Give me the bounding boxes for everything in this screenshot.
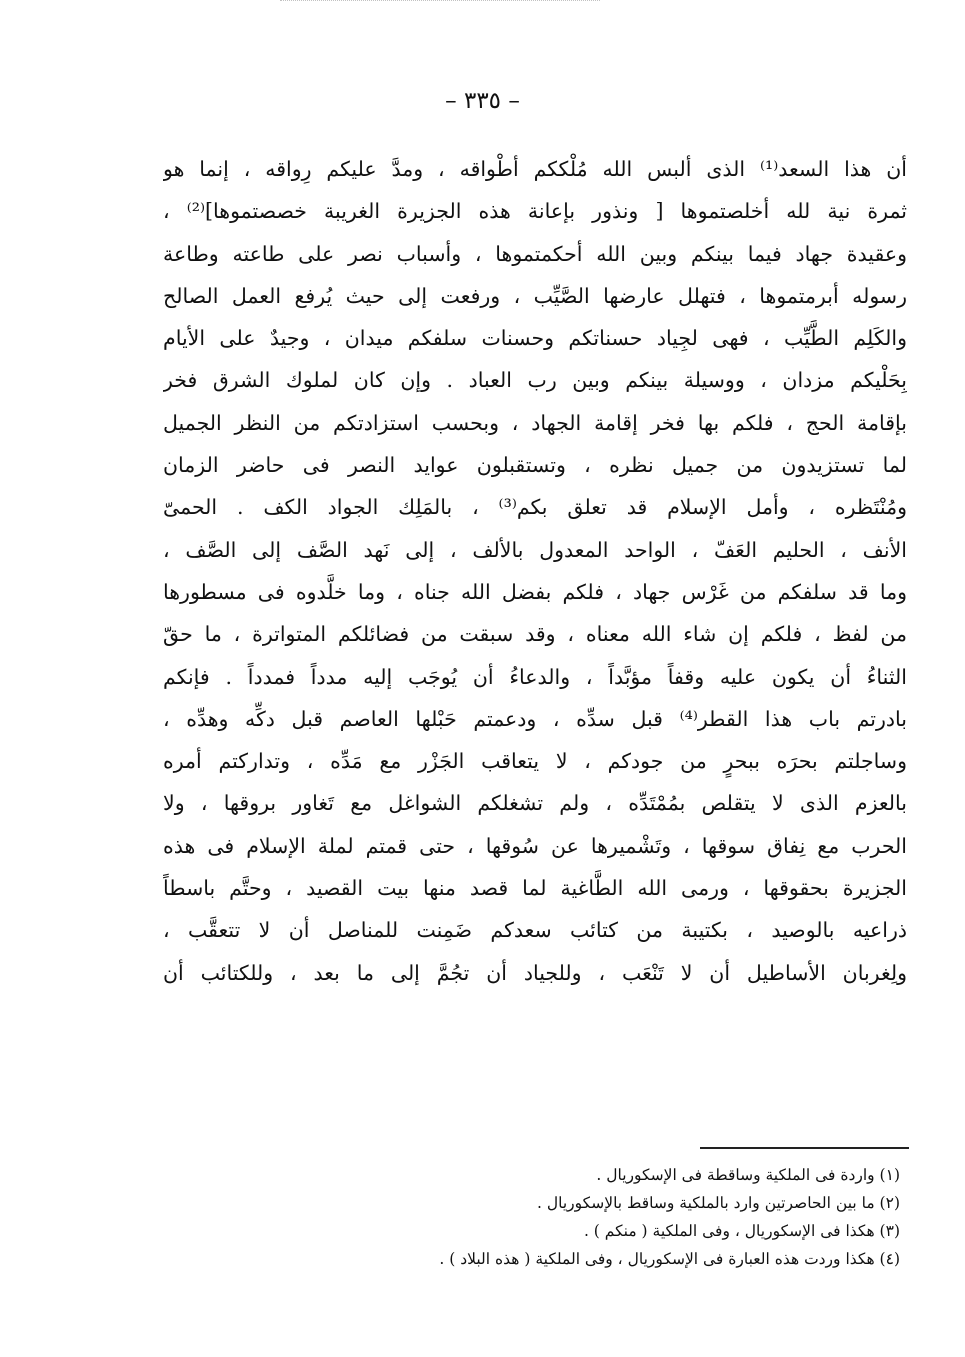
text-line: أن هذا السعد⁽¹⁾ الذى ألبس الله مُلْككم أطْواقه ، ومدَّ عليكم رِواقه ، إنما هو [163, 157, 907, 181]
page-number: – ٣٣٥ – [445, 88, 520, 114]
footnote-1: (١) واردة فى الملكية وساقطة فى الإسكوريال . [596, 1166, 900, 1184]
footnote-divider [700, 1147, 909, 1149]
text-line: ثمرة نية لله أخلصتموها [ ونذور بإعانة هذه الجزيرة الغريبة خصصتموها]⁽²⁾ ، [163, 199, 907, 224]
footnote-2: (٢) ما بين الحاصرتين وارد بالملكية وساقط بالإسكوريال . [537, 1194, 900, 1212]
text-line: الأنف ، الحليم العَفّ ، الواحد المعدول بالألف ، إلى نَهد الصَّف إلى الصَّف ، [163, 537, 907, 562]
text-line: بِحَلْيكم مزدان ، ووسيلة بينكم وبين رب العباد . وإن كان لملوك الشرق فخر [163, 368, 907, 393]
text-line: والكَلِم الطَّيِّب ، فهى لجِياد حسناتكم وحسنات سلفكم ميدان ، وجيدٌ على الأيام [163, 326, 907, 351]
text-line: بإقامة الحج ، فلكم بها فخر إقامة الجهاد ، وبحسب استزادتكم من النظر الجميل [163, 410, 907, 435]
footnote-4: (٤) هكذا وردت هذه العبارة فى الإسكوريال ، وفى الملكية ( هذه البلاد ) . [439, 1250, 900, 1268]
footnote-3: (٣) هكذا فى الإسكوريال ، وفى الملكية ( منكم ) . [583, 1222, 900, 1240]
scan-artifact [280, 0, 600, 7]
text-line: ولِغربان الأساطيل أن لا تَنْعَب ، وللجياد أن تجُمَّ إلى ما بعد ، وللكتائب أن [163, 960, 907, 985]
main-text [163, 148, 907, 994]
text-line: رسوله أبرمتموها ، فتهلل عارضها الصَّيِّب ، ورفعت إلى حيث يُرفع العمل الصالح [163, 283, 907, 308]
text-line: الحرب مع نِفاق سوقها ، وتَشْميرها عن سُوقها ، حتى قمتم لملة الإسلام فى هذه [163, 833, 907, 858]
footnotes [330, 1161, 900, 1273]
text-line: وعقيدة جهاد فيما بينكم وبين الله أحكمتموها ، وأسباب نصر على طاعته وطاعة [163, 241, 907, 266]
text-line: من لفظ ، فلكم إن شاء الله معناه ، وقد سبقت من فضائلكم المتواترة ، ما حقّ [163, 622, 907, 647]
text-line: الجزيرة بحقوقها ، ورمى الله الطَّاغية لما قصد منها بيت القصيد ، وحتَّم باسطاً [163, 876, 907, 901]
text-line: وساجلتم بحرَه ببحرٍ من جودكم ، لا يتعاقب الجَزْر مع مَدِّه ، وتداركتم أمره [163, 749, 907, 774]
text-line: بادرتم باب هذا القطر⁽⁴⁾ قبل سدِّه ، ودعمتم حَبْلها العاصم قبل دكِّه وهدِّه ، [163, 706, 907, 731]
text-line: ذراعيه بالوصيد ، بكتيبة من كتائب سعدكم ضَمِنت للمناصل أن لا تتعقَّب ، [163, 918, 907, 943]
text-line: بالعزم الذى لا يتقلص بمُمْتَدِّه ، ولم تشغلكم الشواغل مع تَغاور بروقها ، ولا [163, 791, 907, 816]
text-line: لما تستزيدون من جميل نظره ، وتستقبلون عوايد النصر فى حاضر الزمان [163, 453, 907, 478]
text-line: الثناءُ أن يكون عليه وقفاً مؤبَّداً ، والدعاءُ أن يُوجَب إليه مدداً فمدداً . فإنكم [163, 664, 907, 689]
text-line: وما قد سلفكم من غَرْس جهاد ، فلكم بفضل الله جناه ، وما خلَّدوه فى مسطورها [163, 579, 907, 604]
text-line: ومُنْتَظره ، وأمل الإسلام قد تعلق بكم⁽³⁾ ، بالمَلِك الجواد الكف . الحمىّ [163, 495, 907, 520]
